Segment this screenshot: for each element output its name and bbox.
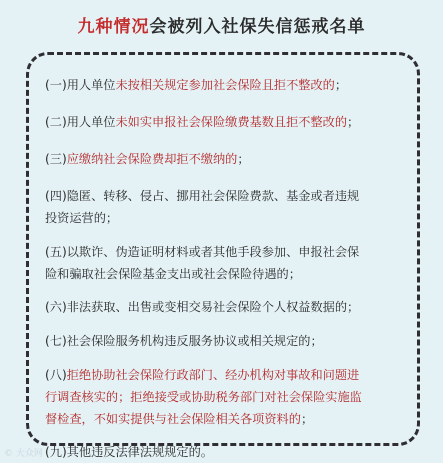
highlighted-text: 应缴纳社会保险费却拒不缴纳的 bbox=[66, 152, 238, 166]
list-item-line bbox=[45, 263, 415, 285]
item-number: (五) bbox=[45, 245, 67, 259]
title-rest: 会被列入社保失信惩戒名单 bbox=[149, 17, 366, 37]
item-text: 隐匿、转移、侵占、挪用社会保险费款、基金或者违规 bbox=[66, 189, 360, 203]
item-number: (六) bbox=[45, 300, 67, 314]
item-number: (二) bbox=[45, 115, 67, 129]
highlighted-text: 未如实申报社会保险缴费基数且拒不整改的 bbox=[115, 115, 348, 129]
item-text: 投资运营的； bbox=[45, 211, 119, 225]
list-item bbox=[45, 241, 415, 285]
item-number: (八) bbox=[45, 368, 67, 382]
item-text: 以欺诈、伪造证明材料或者其他手段参加、申报社会保 bbox=[66, 245, 360, 259]
item-text: ； bbox=[237, 152, 250, 166]
list-item bbox=[45, 364, 415, 430]
highlighted-text: 未按相关规定参加社会保险且拒不整改的 bbox=[115, 78, 335, 92]
list-item-line bbox=[45, 408, 415, 430]
item-number: (三) bbox=[45, 152, 67, 166]
list-item-line bbox=[45, 111, 415, 133]
item-number: (一) bbox=[45, 78, 67, 92]
item-number: (九) bbox=[45, 445, 67, 459]
item-text: ； bbox=[347, 115, 360, 129]
list-item-line bbox=[45, 364, 415, 386]
list-item-line bbox=[45, 386, 415, 408]
item-text: 险和骗取社会保险基金支出或社会保险待遇的； bbox=[45, 267, 301, 281]
list-item-line bbox=[45, 74, 415, 96]
list-item-line bbox=[45, 441, 415, 463]
list-item-line bbox=[45, 330, 415, 352]
item-text: ； bbox=[334, 78, 348, 92]
highlighted-text: 拒绝协助社会保险行政部门、经办机构对事故和问题进 bbox=[66, 368, 360, 382]
page-title bbox=[0, 12, 443, 37]
highlighted-text: 行调查核实的；拒绝接受或协助税务部门对社会保险实施监 bbox=[45, 390, 362, 404]
list-item bbox=[45, 441, 415, 463]
item-text: 非法获取、出售或变相交易社会保险个人权益数据的； bbox=[66, 300, 360, 314]
item-number: (四) bbox=[45, 189, 67, 203]
item-number: (七) bbox=[45, 334, 67, 348]
list-item bbox=[45, 74, 415, 96]
title-highlight: 九种情况 bbox=[77, 17, 150, 37]
item-text: 社会保险服务机构违反服务协议或相关规定的； bbox=[66, 334, 323, 348]
item-text: 用人单位 bbox=[66, 78, 116, 92]
item-text: 其他违反法律法规规定的。 bbox=[66, 445, 213, 459]
rule-list bbox=[45, 74, 415, 463]
item-text: 用人单位 bbox=[66, 115, 116, 129]
list-item bbox=[45, 148, 415, 170]
list-item-line bbox=[45, 207, 415, 229]
list-item-line bbox=[45, 296, 415, 318]
highlighted-text: 督检查，不如实提供与社会保险相关各项资料的 bbox=[45, 412, 301, 426]
list-item-line bbox=[45, 148, 415, 170]
list-item bbox=[45, 296, 415, 318]
item-text: ； bbox=[300, 412, 314, 426]
list-item-line bbox=[45, 241, 415, 263]
list-item bbox=[45, 185, 415, 229]
list-item bbox=[45, 111, 415, 133]
list-item bbox=[45, 330, 415, 352]
list-item-line bbox=[45, 185, 415, 207]
watermark: © 大众网 bbox=[4, 449, 43, 459]
